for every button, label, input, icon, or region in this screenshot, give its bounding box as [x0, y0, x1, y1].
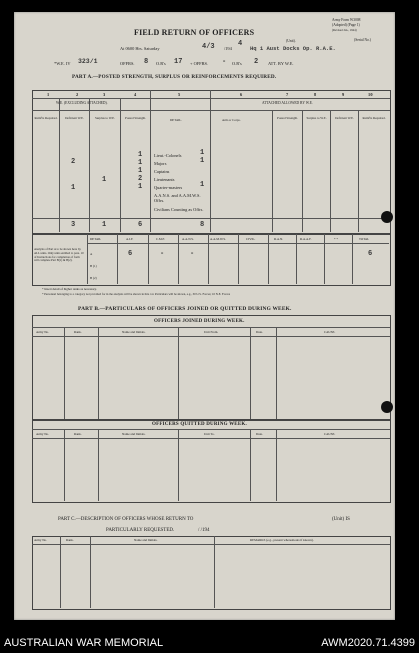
- ors-label: O.R's: [156, 61, 166, 66]
- joined-head-rank: Rank.: [74, 330, 82, 334]
- an-head-cmf: C.M.F.: [156, 237, 165, 241]
- plus-offrs: + OFFRS.: [190, 61, 209, 66]
- form-ref-1: Army Form W3008: [332, 18, 361, 22]
- typed-att-2: 1: [200, 157, 205, 165]
- part-a-title: PART A.—POSTED STRENGTH, SURPLUS OR REINFORCEMENTS REQUIRED.: [72, 74, 277, 80]
- col-num-1: 1: [47, 92, 50, 97]
- col-num-7: 7: [286, 92, 289, 97]
- unit-typed: Hq 1 Aust Docks Op. R.A.E.: [250, 45, 336, 52]
- c-head-army-no: Army No.: [34, 538, 47, 542]
- head-detail: DETAIL.: [170, 118, 183, 122]
- punch-hole-top: [381, 211, 393, 223]
- an-head-raaf: R.A.A.F.: [300, 237, 312, 241]
- we-line: *W.E. IV: [54, 61, 71, 66]
- we-typed: 323/1: [78, 58, 98, 65]
- head-reinf-required: Reinf'ts Required.: [34, 116, 58, 120]
- typed-def-1: 2: [71, 158, 76, 166]
- joined-head-unit: Unit From.: [204, 330, 219, 334]
- head-att-surplus: Surplus to W.E.: [306, 116, 327, 120]
- head-posted: Posted Strength.: [125, 116, 146, 120]
- an-val-total: 6: [368, 250, 373, 258]
- part-c-table: [32, 536, 391, 610]
- col-num-3: 3: [103, 92, 106, 97]
- head-att-reinf: Reinf'ts Required.: [362, 116, 386, 120]
- detail-aans: A.A.N.S. and A.A.M.W.S. Offrs.: [154, 193, 201, 203]
- part-c-date: / /194: [198, 528, 210, 533]
- offrs-typed: 8: [144, 58, 149, 66]
- quitted-head-name: Name and Initials.: [122, 432, 146, 436]
- part-c-title: PART C.—DESCRIPTION OF OFFICERS WHOSE RETURN TO: [58, 517, 194, 522]
- c-head-name: Name and Initials.: [134, 538, 158, 542]
- col-num-2: 2: [76, 92, 79, 97]
- detail-lieutenants: Lieutenants: [154, 177, 175, 182]
- col-num-9: 9: [342, 92, 345, 97]
- quitted-head-cause: CAUSE.: [324, 432, 336, 436]
- detail-majors: Majors: [154, 161, 167, 166]
- an-head-other: * *: [334, 237, 338, 241]
- footnote-1: * Insert detail of higher ranks as necessary.: [42, 287, 97, 291]
- joined-head-cause: CAUSE.: [324, 330, 336, 334]
- date-typed: 4/3: [202, 43, 215, 51]
- at-line: At 0600 Hrs. Saturday: [120, 46, 160, 51]
- typed-posted-2: 1: [138, 159, 143, 167]
- typed-def-3: 1: [71, 184, 76, 192]
- total-att: 8: [200, 221, 205, 229]
- an-head-aans: A.A.N.S.: [182, 237, 194, 241]
- att-typed: 2: [254, 58, 259, 66]
- joined-head-name: Name and Initials.: [122, 330, 146, 334]
- total-surplus: 1: [102, 221, 107, 229]
- quitted-head-army-no: Army No.: [36, 432, 49, 436]
- part-c-unit-is: (Unit) IS: [332, 517, 350, 522]
- typed-posted-1: 1: [138, 151, 143, 159]
- typed-surplus: 1: [102, 176, 107, 184]
- part-b-title: PART B.—PARTICULARS OF OFFICERS JOINED OR QUITTED DURING WEEK.: [78, 306, 292, 312]
- detail-qm: Quarter-masters: [154, 185, 183, 190]
- footer-left: AUSTRALIAN WAR MEMORIAL: [4, 637, 164, 649]
- we-excluding-label: W.E. (EXCLUDING ATTACHED).: [56, 101, 108, 105]
- col-num-10: 10: [368, 92, 373, 97]
- c-head-rank: Rank.: [66, 538, 74, 542]
- offrs2-typed: -: [222, 58, 227, 66]
- typed-posted-5: 1: [138, 183, 143, 191]
- an-head-aamws: A.A.M.W.S.: [210, 237, 226, 241]
- joined-title: OFFICERS JOINED DURING WEEK.: [154, 319, 245, 324]
- serial-no: (Serial No.): [354, 38, 371, 42]
- an-head-aif: A.I.F.: [126, 237, 134, 241]
- an-head-civil: CIVIL.: [246, 237, 256, 241]
- form-title: FIELD RETURN OF OFFICERS: [134, 28, 255, 37]
- joined-head-army-no: Army No.: [36, 330, 49, 334]
- col-num-6: 6: [240, 92, 243, 97]
- detail-captains: Captains: [154, 169, 170, 174]
- total-posted: 6: [138, 221, 143, 229]
- an-head-ran: R.A.N.: [274, 237, 284, 241]
- offrs-label: OFFRS.: [120, 61, 135, 66]
- head-surplus: Surplus to W.E.: [94, 116, 115, 120]
- quitted-title: OFFICERS QUITTED DURING WEEK.: [152, 422, 247, 427]
- att-label: ATT. BY W.E.: [268, 61, 294, 66]
- document-page: [14, 12, 395, 620]
- year-typed: 4: [238, 40, 243, 48]
- analysis-table: [32, 234, 391, 286]
- col-num-8: 8: [314, 92, 317, 97]
- form-ref-3: (Revised Jan., 1944): [332, 28, 357, 32]
- head-arm-corps: Arm or Corps.: [222, 118, 241, 122]
- archive-footer: [0, 633, 419, 653]
- analysis-label: Analysis of Part A to be shown here by ALL units. Only units entitled to para. 10 of Instructions for completion of form will complete Part B(1) & B(2).: [34, 247, 84, 263]
- an-head-detail: DETAIL: [90, 237, 102, 241]
- an-row-a: A: [90, 252, 93, 256]
- unit-label: (Unit).: [286, 39, 296, 43]
- an-row-b1: B (1): [90, 264, 97, 268]
- part-a-table: [32, 90, 391, 234]
- an-val-cmf: -: [160, 250, 165, 258]
- part-c-particularly: PARTICULARLY REQUESTED.: [106, 528, 175, 533]
- col-num-4: 4: [134, 92, 137, 97]
- punch-hole-bottom: [381, 401, 393, 413]
- ors2-label: O.R's: [232, 61, 242, 66]
- col-num-5: 5: [178, 92, 181, 97]
- an-val-aif: 6: [128, 250, 133, 258]
- year-prefix: /194: [224, 46, 232, 51]
- detail-lt-col: Lieut.-Colonels: [154, 153, 182, 158]
- detail-civilians: Civilians Counting as Offrs.: [154, 207, 204, 212]
- quitted-head-unit: Unit To.: [204, 432, 215, 436]
- c-head-remarks: REMARKS (e.g., present whereabouts if known).: [250, 538, 314, 542]
- attached-allowed-label: ATTACHED ALLOWED BY W.E.: [262, 101, 313, 105]
- ors-typed: 17: [174, 58, 183, 66]
- an-row-b2: B (2): [90, 276, 97, 280]
- joined-head-date: Date.: [256, 330, 263, 334]
- head-att-deficient: Deficient W.E.: [335, 116, 354, 120]
- typed-att-4: 1: [200, 181, 205, 189]
- typed-posted-3: 1: [138, 167, 143, 175]
- quitted-head-rank: Rank.: [74, 432, 82, 436]
- typed-posted-4: 2: [138, 175, 143, 183]
- head-att-posted: Posted Strength.: [277, 116, 298, 120]
- quitted-head-date: Date.: [256, 432, 263, 436]
- footnote-2: * Personnel belonging to a category not provided for in the analysis will be shown in this col. Particulars will be shown, e.g., 30 U.S. Forces; 10 N.E. Forces: [42, 292, 231, 296]
- an-head-total: TOTAL: [359, 237, 370, 241]
- typed-att-1: 1: [200, 149, 205, 157]
- an-val-aans: -: [190, 250, 195, 258]
- form-ref-2: (Adopted) (Page 1): [332, 23, 360, 27]
- head-deficient: Deficient W.E.: [65, 116, 84, 120]
- footer-right: AWM2020.71.4399: [321, 637, 415, 649]
- total-def: 3: [71, 221, 76, 229]
